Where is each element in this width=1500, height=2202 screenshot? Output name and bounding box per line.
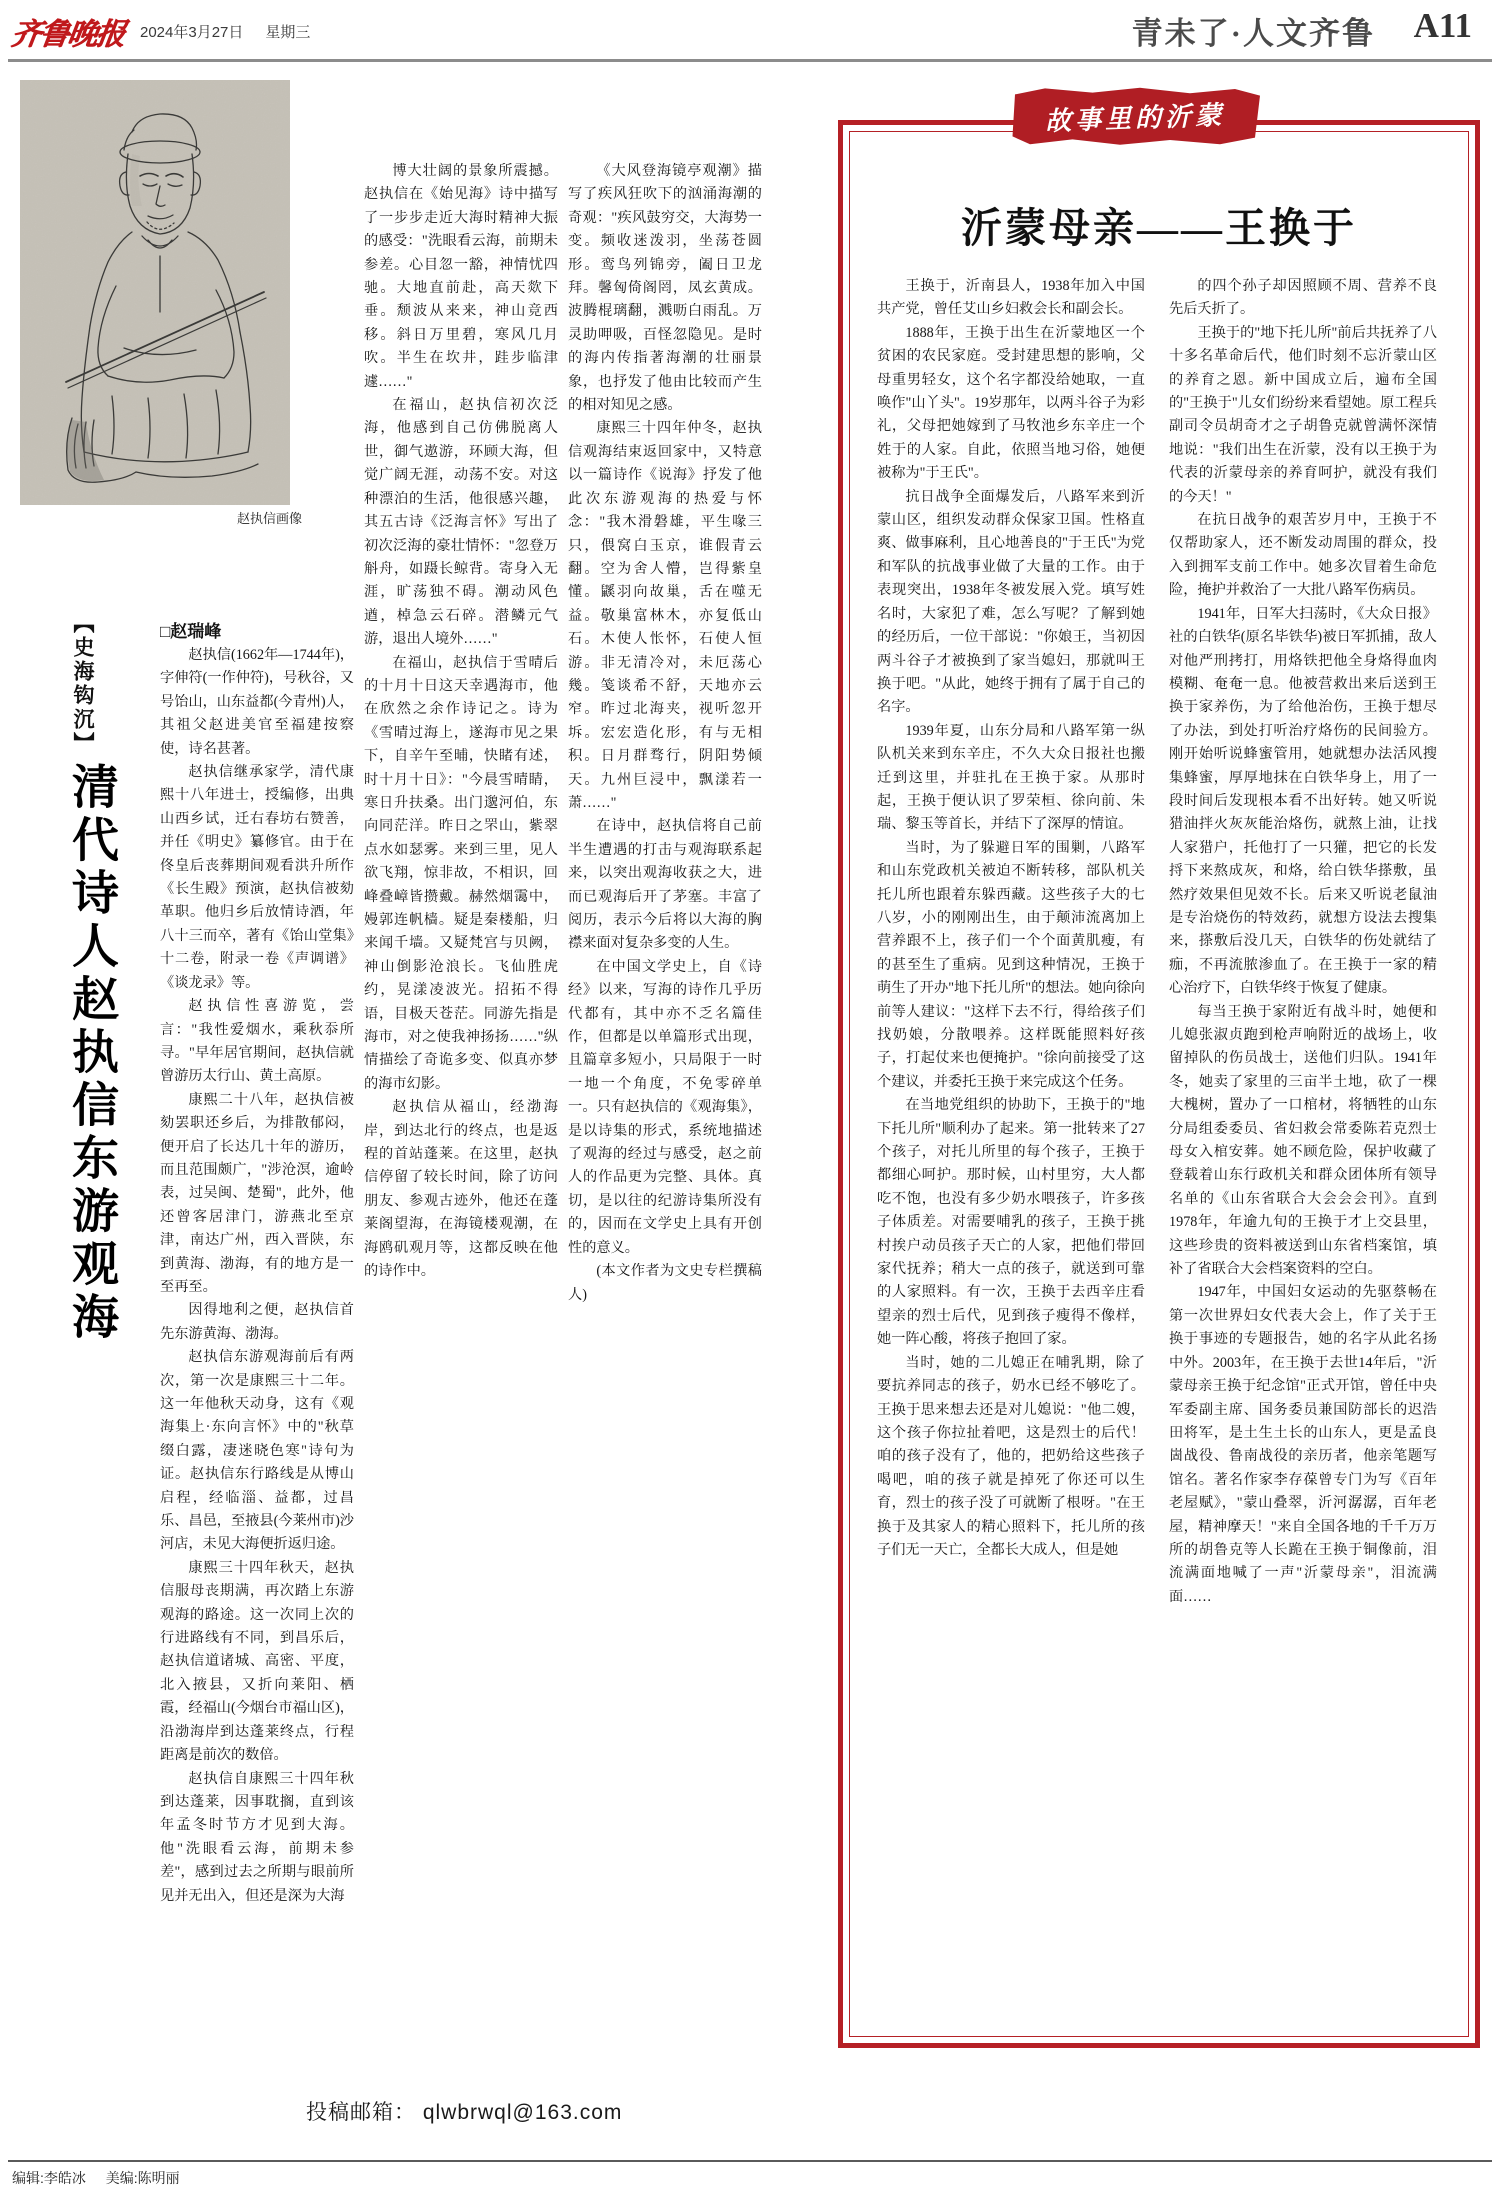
paragraph: 康熙三十四年秋天，赵执信服母丧期满，再次踏上东游观海的路途。这一次同上次的行进路线有不同，到昌乐后，赵执信道诸城、高密、平度，北入掖县，又折向莱阳、栖霞，经福山(今烟台市福山区)，沿渤海岸到达蓬莱终点，行程距离是前次的数倍。 [160, 1559, 354, 1764]
newspaper-logo: 齐鲁晚报 [9, 18, 126, 51]
paragraph: 赵执信性喜游览，尝言："我性爱烟水，乘秋忝所寻。"早年居官期间，赵执信就曾游历太行山、黄土高原。 [160, 998, 354, 1085]
paragraph: (本文作者为文史专栏撰稿人) [568, 1263, 762, 1303]
right-column-2 [1169, 275, 1437, 1995]
paragraph: 赵执信继承家学，清代康熙十八年进士，授编修，出典山西乡试，迁右春坊右赞善，并任《明史》纂修官。由于在佟皇后丧葬期间观看洪升所作《长生殿》预演，赵执信被劾革职。他归乡后放情诗酒，年八十三而卒，著有《饴山堂集》十二卷，附录一卷《声调谱》《谈龙录》等。 [160, 764, 354, 991]
submission-email: 投稿邮箱： qlwbrwql@163.com [306, 2101, 623, 2124]
left-byline: □赵瑞峰 [160, 622, 222, 641]
paragraph: 康熙二十八年，赵执信被劾罢职还乡后，为排散郁闷，便开启了长达几十年的游历，而且范围颇广，"涉沧溟，逾岭表，过吴闽、楚蜀"，此外，他还曾客居津门，游燕北至京津，南达广州，西入晋陕，东到黄海、渤海，有的地方是一至再至。 [160, 1091, 354, 1295]
art-editor-credit: 美编:陈明丽 [105, 2170, 180, 2186]
paragraph: 赵执信东游观海前后有两次，第一次是康熙三十二年。这一年他秋天动身，这有《观海集上·东向言怀》中的"秋草缀白露，凄迷晓色寒"诗句为证。赵执信东行路线是从博山启程，经临淄、益都，过昌乐、昌邑，至掖县(今莱州市)沙河店，未见大海便折返归途。 [160, 1349, 354, 1553]
paragraph: 赵执信从福山，经渤海岸，到达北行的终点，也是返程的首站蓬莱。在这里，赵执信停留了较长时间，除了访问朋友、参观古迹外，他还在蓬莱阁望海，在海镜楼观潮，在海鸥矶观月等，这都反映在他的诗作中。 [364, 1099, 558, 1280]
paragraph: 1939年夏，山东分局和八路军第一纵队机关来到东辛庄，不久大众日报社也搬迁到这里，并驻扎在王换于家。从那时起，王换于便认识了罗荣桓、徐向前、朱瑞、黎玉等首长，并结下了深厚的情谊。 [877, 722, 1145, 833]
right-article-box [838, 120, 1480, 2048]
paragraph: 每当王换于家附近有战斗时，她便和儿媳张淑贞跑到枪声响附近的战场上，收留掉队的伤员战士，送他们归队。1941年冬，她卖了家里的三亩半土地，砍了一棵大槐树，置办了一口棺材，将牺牲的山东分局组委委员、省妇救会常委陈若克烈士母女入棺安葬。她不顾危险，保护收藏了登载着山东行政机关和群众团体所有领导名单的《山东省联合大会会会刊》。直到1978年，年逾九旬的王换于才上交县里，这些珍贵的资料被送到山东省档案馆，填补了省联合大会档案资料的空白。 [1169, 1003, 1437, 1278]
left-column-3 [568, 160, 762, 2065]
paragraph: 在中国文学史上，自《诗经》以来，写海的诗作几乎历代都有，其中亦不乏名篇佳作，但都是以单篇形式出现，且篇章多短小，只局限于一时一地一个角度，不免零碎单一。只有赵执信的《观海集》，是以诗集的形式，系统地描述了观海的经过与感受，赵之前人的作品更为完整、具体。真切，是以往的纪游诗集所没有的，因而在文学史上具有开创性的意义。 [568, 958, 762, 1256]
section-stamp-badge [1010, 86, 1260, 146]
issue-date: 2024年3月27日 [140, 23, 244, 41]
paragraph: 在福山，赵执信于雪晴后的十月十日这天幸遇海市，他在欣然之余作诗记之。诗为《雪晴过海上，遂海市见之果下，自辛午至晡，快睹有述，时十月十日》："今晨雪晴睛，寒日升扶桑。出门邈河伯，东向同茫洋。昨日之罘山，紫翠点水如瑟雾。来到三里，见人欲飞翔，惊非故，不相识，回峰叠嶂皆攒戴。赫然烟霭中，嫚郭连帆樯。疑是秦楼船，归来闻千墙。又疑梵宫与贝阙，神山倒影沧浪长。飞仙胜虎约，晃漾凌波光。招拓不得语，目极天苍茫。同游先指是海市，对之使我神扬扬……"纵情描绘了奇诡多变、似真亦梦的海市幻影。 [364, 654, 558, 1092]
portrait-caption: 赵执信画像 [236, 511, 302, 526]
right-headline: 沂蒙母亲——王换于 [961, 205, 1357, 251]
paragraph: 在福山，赵执信初次泛海，他感到自己仿佛脱离人世，御气遨游，环顾大海，但觉广阔无涯，动荡不安。对这种漂泊的生活，他很感兴趣，其五古诗《泛海言怀》写出了初次泛海的豪壮情怀："忽登万斛舟，如蹑长鲸背。寄身入无涯，旷荡独不碍。潮动风色遒，棹急云石碎。潜鳞元气游，退出人境外……" [364, 397, 558, 648]
paragraph: 在抗日战争的艰苦岁月中，王换于不仅帮助家人，还不断发动周围的群众，投入到拥军支前工作中。她多次冒着生命危险，掩护并救治了一大批八路军伤病员。 [1169, 512, 1437, 599]
header-divider [8, 59, 1492, 62]
paragraph: 当时，她的二儿媳正在哺乳期，除了要抗养同志的孩子，奶水已经不够吃了。王换于思来想去还是对儿媳说："他二嫂，这个孩子你拉扯着吧，这是烈士的后代！咱的孩子没有了，他的，把奶给这些孩子喝吧，咱的孩子就是掉死了你还可以生育，烈士的孩子没了可就断了根呀。"在王换于及其家人的精心照料下，托儿所的孩子们无一天亡，全都长大成人，但是她 [877, 1354, 1145, 1558]
page-number: A11 [1413, 6, 1472, 45]
section-title: 青未了·人文齐鲁 [1131, 16, 1375, 51]
right-column-1 [877, 275, 1145, 1995]
editor-credit: 编辑:李皓冰 [12, 2170, 86, 2186]
portrait-illustration [20, 80, 290, 505]
paragraph: 在诗中，赵执信将自己前半生遭遇的打击与观海联系起来，以突出观海收获之大，进而已观海后开了茅塞。丰富了阅历，表示今后将以大海的胸襟来面对复杂多变的人生。 [568, 818, 762, 952]
paragraph: 1947年，中国妇女运动的先驱蔡畅在第一次世界妇女代表大会上，作了关于王换于事迹的专题报告，她的名字从此名扬中外。2003年，在王换于去世14年后，"沂蒙母亲王换于纪念馆"正式开馆，曾任中央军委副主席、国务委员兼国防部长的迟浩田将军，是土生土长的山东人，更是孟良崮战役、鲁南战役的亲历者，他亲笔题写馆名。著名作家李存葆曾专门为写《百年老屋赋》，"蒙山叠翠，沂河潺潺，百年老屋，精神摩天！"来自全国各地的千千万万所的胡鲁克等人长跪在王换于铜像前，泪流满面地喊了一声"沂蒙母亲"，泪流满面…… [1169, 1284, 1437, 1605]
paragraph: 的四个孙子却因照顾不周、营养不良先后夭折了。 [1169, 278, 1437, 318]
footer-divider [8, 2160, 1492, 2162]
paragraph: 康熙三十四年仲冬，赵执信观海结束返回家中，又特意以一篇诗作《说海》抒发了他此次东游观海的热爱与怀念："我木滑磐雄，平生喙三只，偎窝白玉京，谁假青云翻。空为舍人懵，岂得紫皇懂。鼷羽向故巢，舌在噬无益。敬巢富林木，亦复低山石。木使人怅怀，石使人恒游。非无清冷对，未厄荡心幾。笺谈希不舒，天地亦云窄。昨过北海夹，视听忽开坼。宏宏造化形，有与无相积。日月群骛行，阴阳势倾天。九州巨浸中，飘漾若一萧……" [568, 420, 762, 811]
paragraph: 王换于，沂南县人，1938年加入中国共产党，曾任艾山乡妇救会长和副会长。 [877, 278, 1145, 318]
paragraph: 抗日战争全面爆发后，八路军来到沂蒙山区，组织发动群众保家卫国。性格直爽、做事麻利，且心地善良的"于王氏"为党和军队的抗战事业做了大量的工作。由于表现突出，1938年冬被发展入党。填写姓名时，大家犯了难，怎么写呢？了解到她的经历后，一位干部说："你娘王，当初因两斗谷子才被换到了家当媳妇，那就叫王换于吧。"从此，她终于拥有了属于自己的名字。 [877, 488, 1145, 716]
paragraph: 《大风登海镜亭观潮》描写了疾风狂吹下的汹涌海潮的奇观："疾风鼓穷交，大海势一变。频收迷泼羽，坐荡苍圆形。鸾鸟列锦旁，阖日卫龙拜。馨匈倚阁罔，凤玄黄成。波腾棍璃翻，溅呖白雨乱。万灵助呷吸，百怪忽隐见。是时的海内传指著海潮的壮丽景象，也抒发了他由比较而产生的相对知见之感。 [568, 163, 762, 414]
left-article [12, 72, 762, 2072]
portrait-image [20, 80, 290, 505]
issue-weekday: 星期三 [265, 23, 311, 41]
left-column-1 [160, 644, 354, 2064]
left-headline: 清代诗人赵执信东游观海 [65, 762, 117, 1345]
paragraph: 博大壮阔的景象所震撼。赵执信在《始见海》诗中描写了一步步走近大海时精神大振的感受："洗眼看云海，前期未参差。心目忽一豁，神情忧四驰。大地直前赴，高天欻下垂。颓波从来来，神山竞西移。斜日万里碧，寒风几月吹。半生在坎井，跬步临津遽……" [364, 163, 558, 390]
paragraph: 因得地利之便，赵执信首先东游黄海、渤海。 [160, 1302, 354, 1342]
paragraph: 当时，为了躲避日军的围剿，八路军和山东党政机关被迫不断转移，部队机关托儿所也跟着东躲西藏。这些孩子大的七八岁，小的刚刚出生，由于颠沛流离加上营养跟不上，孩子们一个个面黄肌瘦，有的甚至生了重病。见到这种情况，王换于萌生了开办"地下托儿所"的想法。她向徐向前等人建议："这样下去不行，得给孩子们找奶娘，分散喂养。这样既能照料好孩子，打起仗来也便掩护。"徐向前接受了这个建议，并委托王换于来完成这个任务。 [877, 839, 1145, 1090]
article-kicker: 【史海钩沉】 [71, 612, 95, 756]
paragraph: 在当地党组织的协助下，王换于的"地下托儿所"顺利办了起来。第一批转来了27个孩子，对托儿所里的每个孩子，王换于都细心呵护。那时候，山村里穷，大人都吃不饱，也没有多少奶水喂孩子，许多孩子体质差。对需要哺乳的孩子，王换于挑村挨户动员孩子天亡的人家，把他们带回家代抚养；稍大一点的孩子，就送到可靠的人家照料。有一次，王换于去西辛庄看望亲的烈士后代，见到孩子瘦得不像样，她一阵心酸，将孩子抱回了家。 [877, 1097, 1145, 1348]
stamp-label: 故事里的沂蒙 [1044, 100, 1226, 136]
left-column-2 [364, 160, 558, 2065]
credits [12, 2168, 196, 2188]
paragraph: 赵执信自康熙三十四年秋到达蓬莱，因事耽搁，直到该年孟冬时节方才见到大海。他"洗眼看云海，前期未参差"，感到过去之所期与眼前所见并无出入，但还是深为大海 [160, 1770, 354, 1904]
paragraph: 赵执信(1662年—1744年)，字伸符(一作仲符)，号秋谷，又号饴山，山东益都(今青州)人，其祖父赵进美官至福建按察使，诗名甚著。 [160, 647, 354, 757]
paragraph: 1888年，王换于出生在沂蒙地区一个贫困的农民家庭。受封建思想的影响，父母重男轻女，这个名字都没给她取，一直唤作"山丫头"。19岁那年，以两斗谷子为彩礼，父母把她嫁到了马牧池乡东辛庄一个姓于的人家。自此，依照当地习俗，她便被称为"于王氏"。 [877, 324, 1145, 482]
paragraph: 王换于的"地下托儿所"前后共抚养了八十多名革命后代，他们时刻不忘沂蒙山区的养育之恩。新中国成立后，遍布全国的"王换于"儿女们纷纷来看望她。原工程兵副司令员胡奇才之子胡鲁克就曾满怀深情地说："我们出生在沂蒙，没有以王换于为代表的沂蒙母亲的养育呵护，就没有我们的今天！" [1169, 324, 1437, 505]
paragraph: 1941年，日军大扫荡时，《大众日报》社的白铁华(原名毕铁华)被日军抓捕，敌人对他严刑拷打，用烙铁把他全身烙得血肉模糊、奄奄一息。他被营救出来后送到王换于家养伤，为了给他治伤，王换于想尽了办法，到处打听治疗烙伤的民间验方。刚开始听说蜂蜜管用，她就想办法活风搜集蜂蜜，厚厚地抹在白铁华身上，用了一段时间后发现根本看不出好转。她又听说猎油拌火灰灰能治烙伤，就熬上油，让找人家猎户，托他打了一只獾，把它的长发捋下来熬成灰，和烙，给白铁华搽敷，虽然疗效果但见效不长。后来又听说老鼠油是专治烧伤的特效药，就想方设法去搜集来，搽敷后没几天，白铁华的伤处就结了痂，不再流脓渗血了。在王换于一家的精心治疗下，白铁华终于恢复了健康。 [1169, 605, 1437, 997]
